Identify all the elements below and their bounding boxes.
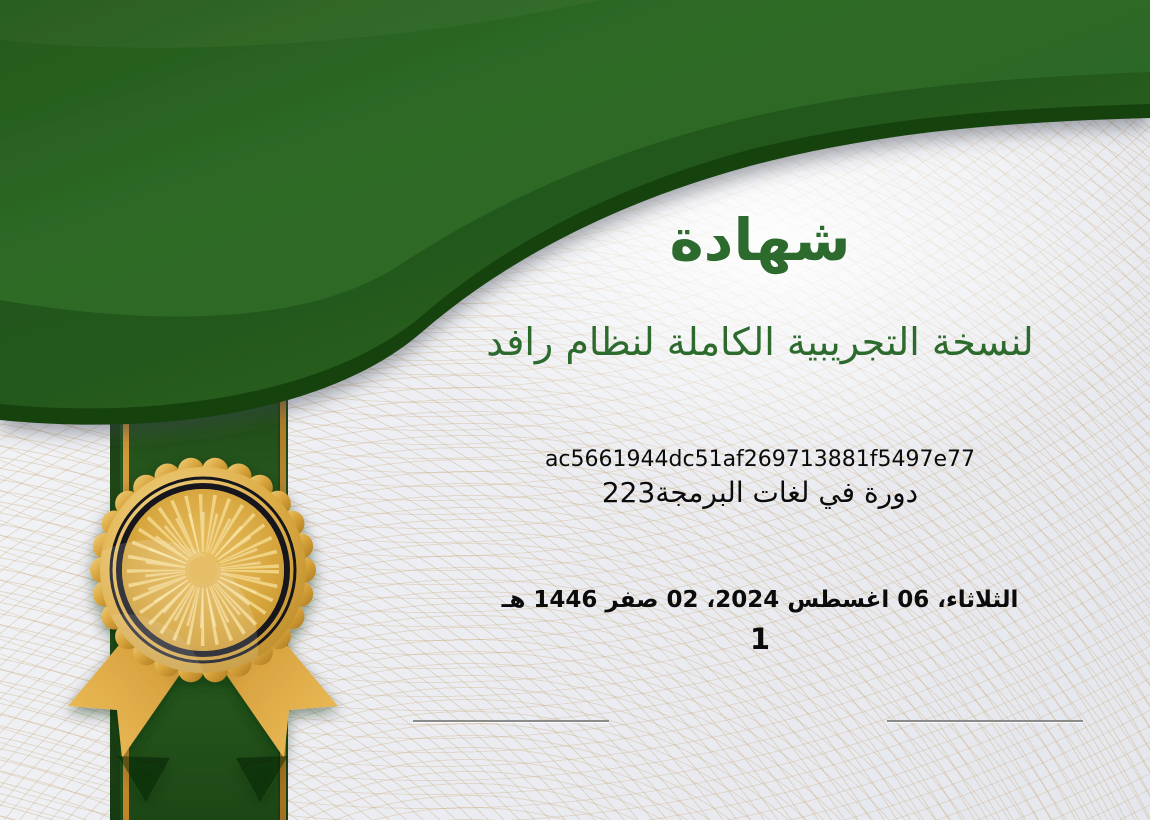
course-title: دورة في لغات البرمجة223 [601,476,919,509]
certificate-serial-code: ac5661944dc51af269713881f5497e77 [544,447,976,472]
signature-line-left [413,720,609,722]
certificate-title: شهادة [669,206,851,274]
certificate-date: الثلاثاء، 06 اغسطس 2024، 02 صفر 1446 هـ [501,587,1019,613]
signature-line-right [887,720,1083,722]
certificate-number: 1 [749,622,771,656]
certificate-subtitle: لنسخة التجريبية الكاملة لنظام رافد [486,320,1034,364]
